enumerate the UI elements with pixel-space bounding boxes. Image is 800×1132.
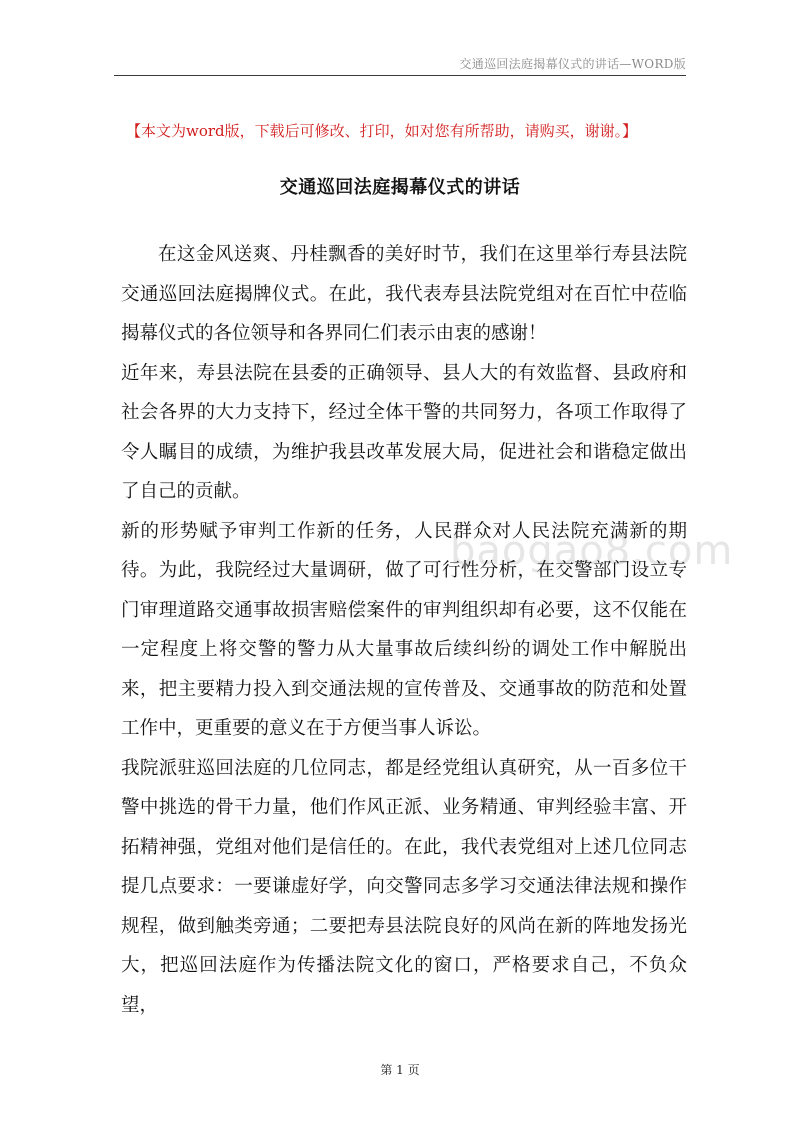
- page-number: 第 1 页: [380, 1063, 420, 1077]
- paragraph-2: 近年来，寿县法院在县委的正确领导、县人大的有效监督、县政府和社会各界的大力支持下，经过全体干警的共同努力，各项工作取得了令人瞩目的成绩，为维护我县改革发展大局，促进社会和谐稳定做出了自己的贡献。: [121, 362, 687, 502]
- paragraph-1: 在这金风送爽、丹桂飘香的美好时节，我们在这里举行寿县法院交通巡回法庭揭牌仪式。在此，我代表寿县法院党组对在百忙中莅临揭幕仪式的各位领导和各界同仁们表示由衷的感谢！: [121, 244, 687, 344]
- document-title: 交通巡回法庭揭幕仪式的讲话: [279, 177, 521, 198]
- running-header: 交通巡回法庭揭幕仪式的讲话—WORD版: [459, 57, 686, 71]
- document-body: [121, 235, 687, 1025]
- paragraph-3: 新的形势赋予审判工作新的任务，人民群众对人民法院充满新的期待。为此，我院经过大量调研，做了可行性分析，在交警部门设立专门审理道路交通事故损害赔偿案件的审判组织却有必要，这不仅能在一定程度上将交警的警力从大量事故后续纠纷的调处工作中解脱出来，把主要精力投入到交通法规的宣传普及、交通事故的防范和处置工作中，更重要的意义在于方便当事人诉讼。: [121, 520, 687, 739]
- watermark: baogao8.com: [450, 528, 734, 574]
- purchase-notice: 【本文为word版，下载后可修改、打印，如对您有所帮助，请购买，谢谢。】: [126, 122, 638, 140]
- header-divider: [114, 75, 686, 76]
- paragraph-4: 我院派驻巡回法庭的几位同志，都是经党组认真研究，从一百多位干警中挑选的骨干力量，他们作风正派、业务精通、审判经验丰富、开拓精神强，党组对他们是信任的。在此，我代表党组对上述几位同志提几点要求：一要谦虚好学，向交警同志多学习交通法律法规和操作规程，做到触类旁通；二要把寿县法院良好的风尚在新的阵地发扬光大，把巡回法庭作为传播法院文化的窗口，严格要求自己，不负众望，: [121, 757, 687, 1016]
